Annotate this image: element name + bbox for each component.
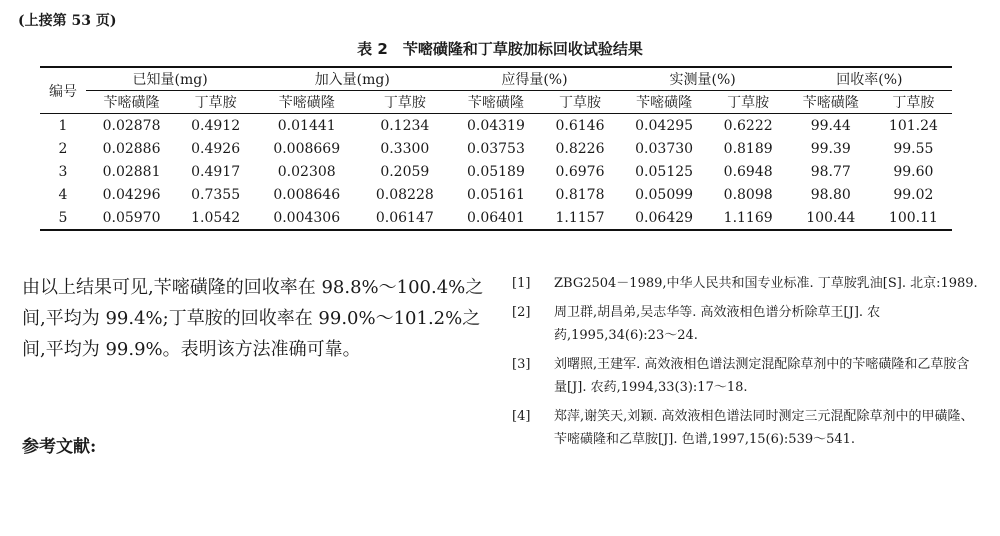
reference-text: 周卫群,胡昌弟,吴志华等. 高效液相色谱分析除草王[J]. 农药,1995,34(6):23～24. (554, 305, 881, 343)
group-header: 已知量(mg) (86, 67, 254, 91)
number-header: 编号 (40, 67, 86, 114)
group-header: 加入量(mg) (254, 67, 450, 91)
table-cell: 0.05125 (635, 163, 694, 180)
table-cell: 99.02 (893, 186, 934, 203)
table-cell: 0.05189 (466, 163, 525, 180)
reference-text: 刘曙照,王建军. 高效液相色谱法测定混配除草剂中的苄嘧磺隆和乙草胺含量[J]. 农药,1994,33(3):17～18. (554, 357, 970, 395)
table-cell: 0.06147 (359, 206, 450, 230)
table-cell: 5 (40, 206, 86, 230)
references-heading: 参考文献: (22, 437, 97, 457)
table-cell: 3 (58, 163, 68, 180)
table-cell: 99.55 (893, 140, 934, 157)
group-header: 应得量(%) (450, 67, 618, 91)
table-cell: 1.0542 (177, 206, 254, 230)
subheader: 丁草胺 (875, 91, 952, 114)
subheader: 苄嘧磺隆 (86, 91, 177, 114)
reference-item (512, 272, 980, 295)
table-cell: 0.3300 (380, 140, 430, 157)
table-cell: 0.4917 (191, 163, 241, 180)
subheader: 丁草胺 (541, 91, 618, 114)
conclusion-paragraph: 由以上结果可见,苄嘧磺隆的回收率在 98.8%～100.4%之间,平均为 99.4%;丁草胺的回收率在 99.0%～101.2%之间,平均为 99.9%。表明该方法准确可靠。 (22, 277, 484, 360)
table-row (40, 114, 952, 138)
table-row (40, 137, 952, 160)
reference-text: 郑萍,谢笑天,刘颖. 高效液相色谱法同时测定三元混配除草剂中的甲磺隆、苄嘧磺隆和乙草胺[J]. 色谱,1997,15(6):539～541. (554, 409, 974, 447)
table-cell: 0.04319 (466, 117, 525, 134)
subheader: 苄嘧磺隆 (787, 91, 875, 114)
subheader: 苄嘧磺隆 (619, 91, 710, 114)
table-cell: 1.1157 (541, 206, 618, 230)
table-cell: 0.8098 (723, 186, 773, 203)
table-cell: 0.06429 (619, 206, 710, 230)
table-cell: 99.39 (810, 140, 851, 157)
table-cell: 0.8226 (555, 140, 605, 157)
group-header: 实测量(%) (619, 67, 787, 91)
table-cell: 0.6146 (555, 117, 605, 134)
table-cell: 100.11 (875, 206, 952, 230)
table-cell: 100.44 (787, 206, 875, 230)
table-row (40, 160, 952, 183)
table-cell: 0.03753 (466, 140, 525, 157)
table-cell: 0.004306 (254, 206, 359, 230)
table-cell: 0.03730 (635, 140, 694, 157)
table-cell: 0.6976 (555, 163, 605, 180)
subheader: 丁草胺 (177, 91, 254, 114)
table-cell: 0.6222 (723, 117, 773, 134)
reference-text: ZBG2504－1989,中华人民共和国专业标准. 丁草胺乳油[S]. 北京:1989. (554, 276, 978, 291)
table-cell: 98.80 (810, 186, 851, 203)
subheader: 丁草胺 (359, 91, 450, 114)
table-cell: 2 (58, 140, 68, 157)
table-cell: 0.02886 (102, 140, 161, 157)
table-cell: 0.4912 (191, 117, 241, 134)
reference-list (512, 272, 980, 457)
table-cell: 99.60 (893, 163, 934, 180)
table-row (40, 206, 952, 230)
table-cell: 0.02308 (277, 163, 336, 180)
reference-number: [3] (512, 357, 531, 372)
table-cell: 0.02881 (102, 163, 161, 180)
continuation-note: (上接第 53 页) (18, 13, 117, 29)
table-cell: 0.04296 (102, 186, 161, 203)
table-cell: 0.008646 (273, 186, 341, 203)
reference-item (512, 405, 980, 451)
subheader: 丁草胺 (710, 91, 787, 114)
table-cell: 0.06401 (450, 206, 541, 230)
table-cell: 1.1169 (710, 206, 787, 230)
table-cell: 0.02878 (102, 117, 161, 134)
table-body (40, 114, 952, 231)
table-row (40, 183, 952, 206)
table-cell: 0.1234 (380, 117, 430, 134)
table-cell: 0.2059 (380, 163, 430, 180)
reference-number: [1] (512, 276, 531, 291)
reference-number: [2] (512, 305, 531, 320)
subheader: 苄嘧磺隆 (450, 91, 541, 114)
table-cell: 0.4926 (191, 140, 241, 157)
reference-number: [4] (512, 409, 531, 424)
group-header: 回收率(%) (787, 67, 952, 91)
table-cell: 0.05970 (86, 206, 177, 230)
table-cell: 1 (58, 117, 68, 134)
table-caption: 表 2 苄嘧磺隆和丁草胺加标回收试验结果 (357, 40, 643, 58)
table-cell: 99.44 (810, 117, 851, 134)
recovery-table (40, 66, 952, 231)
table-cell: 0.05161 (466, 186, 525, 203)
table-cell: 0.008669 (273, 140, 341, 157)
reference-item (512, 353, 980, 399)
table-cell: 101.24 (888, 117, 938, 134)
table-cell: 0.08228 (375, 186, 434, 203)
table-cell: 4 (58, 186, 68, 203)
table-cell: 0.01441 (277, 117, 336, 134)
table-cell: 0.7355 (191, 186, 241, 203)
table-cell: 0.05099 (635, 186, 694, 203)
table-cell: 0.8189 (723, 140, 773, 157)
table-cell: 0.04295 (635, 117, 694, 134)
subheader: 苄嘧磺隆 (254, 91, 359, 114)
reference-item (512, 301, 980, 347)
table-cell: 0.8178 (555, 186, 605, 203)
table-cell: 98.77 (810, 163, 851, 180)
table-cell: 0.6948 (723, 163, 773, 180)
